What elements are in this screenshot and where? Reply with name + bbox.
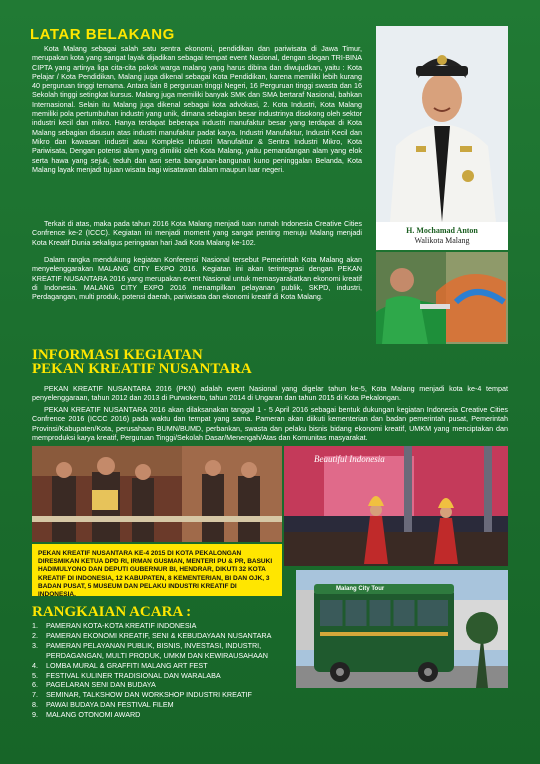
bus-photo-illustration	[296, 570, 508, 688]
list-item-text: PAWAI BUDAYA DAN FESTIVAL FILEM	[46, 700, 174, 710]
portrait-caption	[376, 222, 508, 250]
mayor-portrait-photo	[376, 26, 508, 222]
photo-caption-box: PEKAN KREATIF NUSANTARA KE-4 2015 DI KOTA PEKALONGAN DIRESMIKAN KETUA DPD RI, IRMAN GUSMAN, MENTERI PU & PR, BASUKI HADIMULYONO DAN DEPUTI GUBERNUR BI, HENDRAR, DIKUTI 32 KOTA KREATIF DI INDONESIA, 12 KABUPATEN, 8 KEMENTERIAN, BI DAN OJK, 3 BADAN PUSAT, 5 MUSEUM DAN PELAKU INDUSTRI KREATIF DI INDONESIA.	[32, 544, 282, 596]
list-item	[32, 621, 271, 631]
city-tour-bus-photo	[296, 570, 508, 688]
list-item	[32, 710, 271, 720]
list-item-text: PERDAGANGAN, MULTI PRODUK, UMKM DAN KEWIRAUSAHAAN	[46, 650, 268, 660]
section-title-informasi-line1: INFORMASI KEGIATAN	[32, 347, 203, 363]
background-paragraph-1: Kota Malang sebagai salah satu sentra ekonomi, pendidikan dan pariwisata di Jawa Timur, merupakan kota yang sangat layak dijadikan sebagai tempat event Nasional, dengan slogan TRI-BINA CIPTA yang artinya liga cita-cita pokok warga malang yang harus dibina dan diwujudkan, yaitu : Kota Pelajar / Kota Pendidikan, Malang juga dikenal sebagai Kota Pendidikan, karena memiliki lebih kurang 40 perguruan tinggi ternama. Antara lain 8 perguruan tinggi Negeri, 16 Perguruan tinggi swasta dan 16 Sekolah tinggi setingkat kursus. Malang juga memiliki banyak SMK dan SMA bertaraf Nasional, bahkan Internasional. Selain itu Malang juga dikenal sebagai kota advokasi, 2. Kota Industri, Kota Malang memiliki pola pertumbuhan industri yang unik, dimana sebagian besar industrinya disokong oleh sektor industri kecil dan mikro. Hanya terdapat beberapa industri manufaktur besar yang terdapat di Kota Malang sebagian disusun atas industri manufaktur padat karya. Industri Manufaktur, Industri Kecil dan Mikro dan kawasan industri atau Kompleks Industri Manufaktur & Sentra Industri Mikro, Kota Pariwisata, Dengan potensi alam yang dimiliki oleh Kota Malang, yaitu pemandangan alam yang elok serta hawa yang sejuk, teduh dan asri serta bangunan-bangunan kuno peninggalan Belanda, Kota Malang layak menjadi tujuan wisata bagi wisatawan dalam maupun luar negeri.	[32, 44, 362, 174]
ceremony-photo-illustration	[32, 446, 282, 542]
list-item	[32, 671, 271, 681]
list-item-text: SEMINAR, TALKSHOW DAN WORKSHOP INDUSTRI KREATIF	[46, 690, 252, 700]
list-item-number: 2.	[32, 630, 38, 640]
mayor-portrait-illustration	[376, 26, 508, 222]
list-item	[32, 631, 271, 641]
list-item	[32, 680, 271, 690]
list-item-number: 5.	[32, 670, 38, 680]
list-item	[32, 661, 271, 671]
list-item-number: 7.	[32, 690, 38, 700]
opening-ceremony-photo	[32, 446, 282, 542]
stage-photo-illustration	[284, 446, 508, 566]
list-item-number: 6.	[32, 680, 38, 690]
list-item-text: MALANG OTONOMI AWARD	[46, 710, 141, 720]
list-item	[32, 690, 271, 700]
info-paragraph-1: PEKAN KREATIF NUSANTARA 2016 (PKN) adalah event Nasional yang digelar tahun ke-5, Kota Malang menjadi kota ke-4 tempat penyelenggaraan, tahun 2012 dan 2013 di Purwokerto, tahun 2014 di Ungaran dan tahun 2015 di Kota Pekalongan.	[32, 384, 508, 403]
section-title-informasi-line2: PEKAN KREATIF NUSANTARA	[32, 361, 252, 377]
mayor-name: H. Mochamad Anton	[406, 226, 478, 235]
list-item-number: 9.	[32, 710, 38, 720]
list-item-number: 4.	[32, 660, 38, 670]
section-title-latar-belakang: LATAR BELAKANG	[30, 26, 175, 43]
mural-photo-illustration	[376, 252, 508, 344]
event-schedule-list	[32, 621, 271, 720]
mural-painting-photo	[376, 252, 508, 344]
section-title-rangkaian-acara: RANGKAIAN ACARA :	[32, 604, 192, 620]
list-item-number: 1.	[32, 621, 38, 630]
list-item-text: PAMERAN EKONOMI KREATIF, SENI & KEBUDAYAAN NUSANTARA	[46, 630, 272, 640]
list-item	[32, 641, 271, 651]
info-paragraph-2: PEKAN KREATIF NUSANTARA 2016 akan dilaksanakan tanggal 1 - 5 April 2016 sebagai bentuk dukungan kegiatan Indonesia Creative Cities Confrence 2016 (ICCC 2016) pada waktu dan tempat yang sama. Pameran akan diikuti kementerian dan badan pemerintah pusat, Pemerintah Provinsi/Kabupaten/Kota, perusahaan BUMN/BUMD, perbankan, swasta dan pelaku bisnis bidang ekonomi kreatif, UMKM yang menciptakan dan memproduksi karya kreatif, Perguruan Tinggi/Sekolah Dasar/Menengah/Atas dan Komunitas masyarakat.	[32, 405, 508, 442]
background-paragraph-3: Dalam rangka mendukung kegiatan Konferensi Nasional tersebut Pemerintah Kota Malang akan menyelenggarakan MALANG CITY EXPO 2016. Kegiatan ini akan terintegrasi dengan PEKAN KREATIF NUSANTARA 2016 yang merupakan event Nasional untuk memasyarakatkan ekonomi kreatif di Indonesia. MALANG CITY EXPO 2016 menampilkan pelayanan publik, SKPD, industri, Perdagangan, multi produk, potensi daerah, pariwisata dan ekonomi kreatif di Kota Malang.	[32, 255, 362, 302]
stage-banner-text: Beautiful Indonesia	[314, 454, 385, 464]
list-item-text: PAMERAN KOTA-KOTA KREATIF INDONESIA	[46, 621, 197, 630]
mayor-role: Walikota Malang	[414, 236, 470, 245]
list-item-number: 8.	[32, 700, 38, 710]
list-item-text: PAGELARAN SENI DAN BUDAYA	[46, 680, 156, 690]
list-item	[32, 651, 271, 661]
background-paragraph-2: Terkait di atas, maka pada tahun 2016 Kota Malang menjadi tuan rumah Indonesia Creative Cities Confrence ke-2 (ICCC). Kegiatan ini menjadi moment yang sangat penting menuju Malang menjadi Kota Kreatif Dunia sekaligus peringatan hari Jadi Kota Malang ke-102.	[32, 219, 362, 247]
list-item-text: PAMERAN PELAYANAN PUBLIK, BISNIS, INVESTASI, INDUSTRI,	[46, 640, 262, 650]
list-item-text: FESTIVAL KULINER TRADISIONAL DAN WARALABA	[46, 670, 221, 680]
list-item-text: LOMBA MURAL & GRAFFITI MALANG ART FEST	[46, 660, 208, 670]
stage-dance-photo	[284, 446, 508, 566]
list-item-number: 3.	[32, 640, 38, 650]
list-item	[32, 700, 271, 710]
bus-sign-text: Malang City Tour	[336, 586, 385, 592]
